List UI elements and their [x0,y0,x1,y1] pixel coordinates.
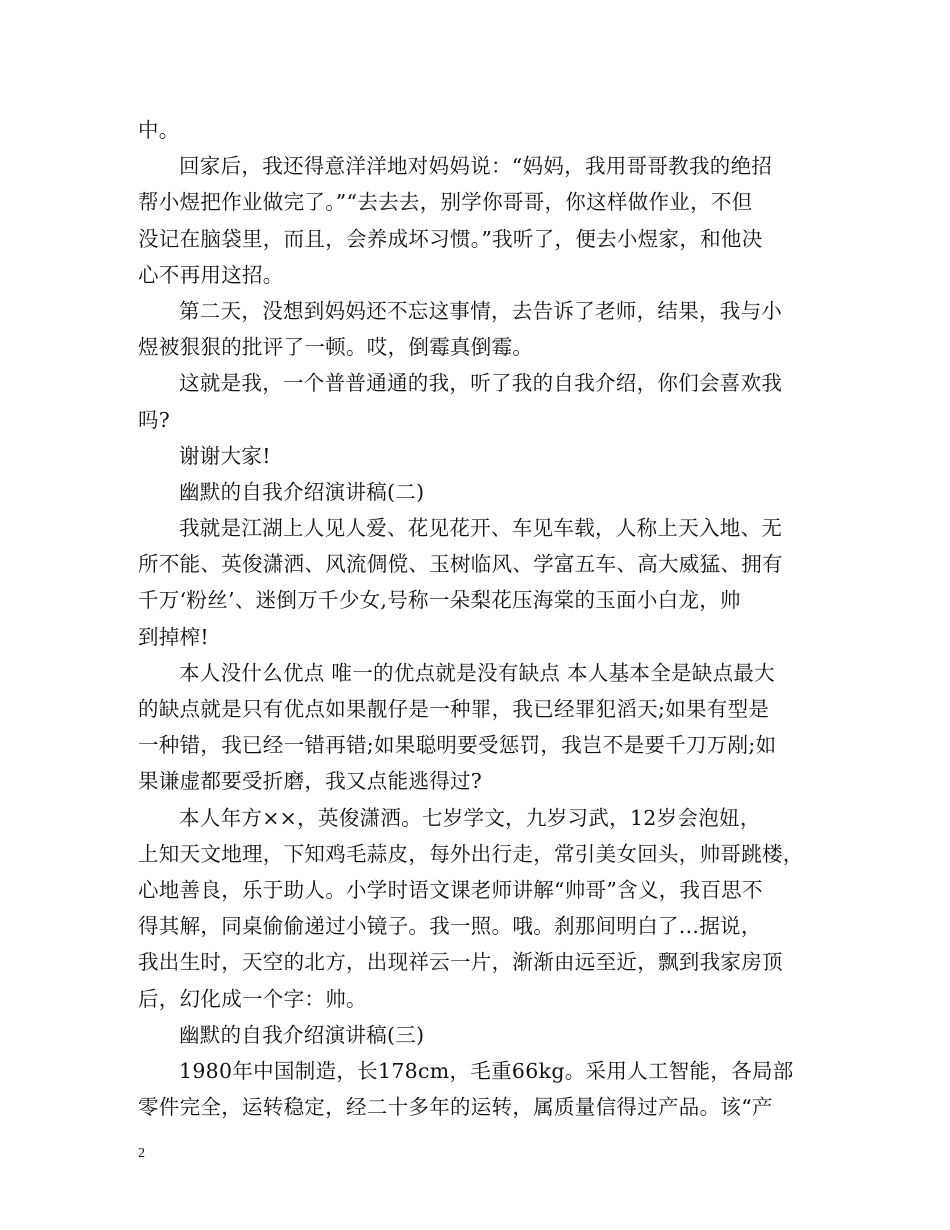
text-line: 没记在脑袋里，而且，会养成坏习惯。”我听了，便去小煜家，和他决 [138,226,763,251]
text-line: 一种错，我已经一错再错;如果聪明要受惩罚，我岂不是要千刀万剐;如 [138,733,777,758]
text-line: 所不能、英俊潇洒、风流倜傥、玉树临风、学富五车、高大威猛、拥有 [138,552,783,577]
text-line: 1980年中国制造，长178cm，毛重66kg。采用人工智能，各局部 [179,1058,794,1083]
text-line: 谢谢大家! [179,443,271,468]
text-line: 帮小煜把作业做完了。”“去去去，别学你哥哥，你这样做作业，不但 [138,190,753,215]
text-line: 回家后，我还得意洋洋地对妈妈说：“妈妈，我用哥哥教我的绝招 [179,154,773,179]
text-line: 吗? [138,407,171,432]
text-line: 本人年方××，英俊潇洒。七岁学文，九岁习武，12岁会泡妞， [179,805,761,830]
text-line: 中。 [138,118,180,142]
text-line: 零件完全，运转稳定，经二十多年的运转，属质量信得过产品。该“产 [138,1095,773,1120]
text-line: 后，幻化成一个字：帅。 [138,986,367,1011]
text-line: 果谦虚都要受折磨，我又点能逃得过? [138,769,483,794]
text-line: 的缺点就是只有优点如果靓仔是一种罪，我已经罪犯滔天;如果有型是 [138,697,770,721]
text-line: 幽默的自我介绍演讲稿(三) [179,1022,425,1047]
text-line: 第二天，没想到妈妈还不忘这事情，去告诉了老师，结果，我与小 [179,298,783,323]
page-number: 2 [138,1146,145,1161]
body-text [138,112,828,1125]
text-line: 我出生时，天空的北方，出现祥云一片，渐渐由远至近，飘到我家房顶 [138,950,783,975]
text-line: 到掉榨! [138,624,209,649]
text-line: 这就是我，一个普普通通的我，听了我的自我介绍，你们会喜欢我 [179,371,783,396]
text-line: 上知天文地理，下知鸡毛蒜皮，每外出行走，常引美女回头，帅哥跳楼， [138,841,804,866]
text-line: 本人没什么优点 唯一的优点就是没有缺点 本人基本全是缺点最大 [179,660,776,685]
text-line: 煜被狠狠的批评了一顿。哎，倒霉真倒霉。 [138,335,534,360]
text-line: 千万‘粉丝’、迷倒万千少女,号称一朵梨花压海棠的玉面小白龙，帅 [138,588,741,613]
text-line: 心不再用这招。 [138,262,284,287]
text-line: 我就是江湖上人见人爱、花见花开、车见车载，人称上天入地、无 [179,516,783,541]
text-line: 心地善良，乐于助人。小学时语文课老师讲解“帅哥”含义，我百思不 [138,877,763,902]
text-line: 得其解，同桌偷偷递过小镜子。我一照。哦。刹那间明白了...据说， [138,914,762,939]
text-line: 幽默的自我介绍演讲稿(二) [179,479,425,504]
